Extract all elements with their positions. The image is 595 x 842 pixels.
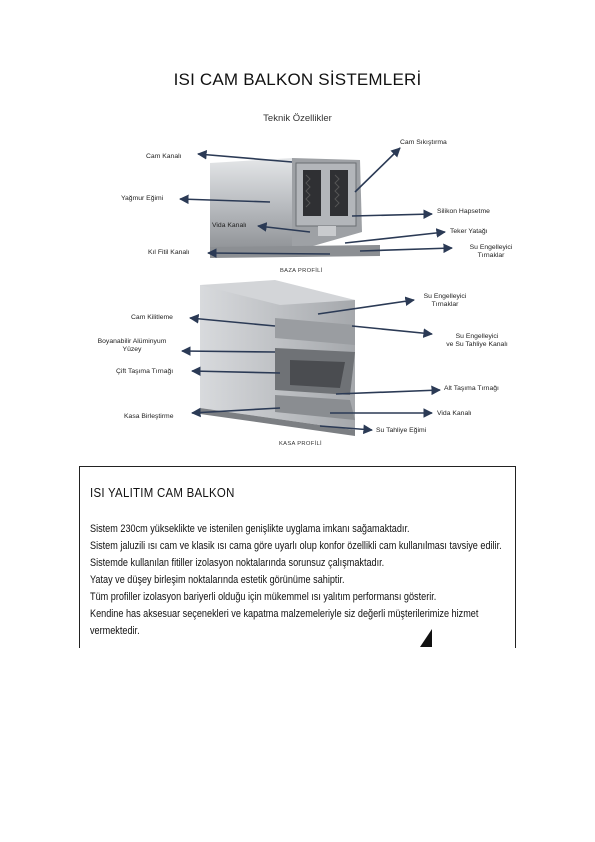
- label-su-engelleyici-kasa: Su Engelleyici Tırnaklar: [423, 293, 467, 308]
- page-title: ISI CAM BALKON SİSTEMLERİ: [173, 70, 422, 89]
- label-su-engelleyici-baza: Su Engelleyici Tırnaklar: [469, 244, 513, 259]
- label-cam-sikistirma: Cam Sıkıştırma: [400, 139, 447, 146]
- label-cam-kilitleme: Cam Kilitleme: [131, 314, 173, 321]
- kasa-profile-label: KASA PROFİLİ: [279, 441, 322, 447]
- label-boyanabilir-aluminyum-yuzey: Boyanabilir Alüminyum Yüzey: [97, 338, 167, 353]
- label-vida-kanali: Vida Kanalı: [212, 222, 247, 229]
- info-line: vermektedir.: [90, 625, 140, 637]
- label-silikon-hapsetme: Silikon Hapsetme: [437, 208, 490, 215]
- info-line: Sistem jaluzili ısı cam ve klasik ısı cama göre uyarlı olup konfor özellikli cam kullanılması tavsiye edilir.: [90, 540, 502, 552]
- label-alt-tasima-tirnagi: Alt Taşıma Tırnağı: [444, 385, 499, 392]
- info-line: Tüm profiller izolasyon bariyerli olduğu için mükemmel ısı yalıtım performansı gösterir.: [90, 591, 437, 603]
- info-box-title: ISI YALITIM CAM BALKON: [90, 485, 235, 500]
- label-cam-kanali: Cam Kanalı: [146, 153, 182, 160]
- label-vida-kanali-kasa: Vida Kanalı: [437, 410, 472, 417]
- label-cift-tasima-tirnagi: Çift Taşıma Tırnağı: [116, 368, 174, 375]
- label-kasa-birlestirme: Kasa Birleştirme: [124, 413, 174, 420]
- baza-profile-label: BAZA PROFİLİ: [280, 268, 323, 274]
- info-line: Kendine has aksesuar seçenekleri ve kapatma malzemeleriyle siz değerli müşterilerimize hizmet: [90, 608, 479, 620]
- baza-profile-image: [210, 158, 380, 258]
- label-su-engelleyici-tahliye: Su Engelleyici ve Su Tahliye Kanalı: [446, 333, 508, 348]
- info-line: Sistem 230cm yükseklikte ve istenilen genişlikte uyglama imkanı sağamaktadır.: [90, 523, 410, 535]
- technical-specs-title: Teknik Özellikler: [263, 113, 332, 124]
- label-yagmur-egimi: Yağmur Eğimi: [121, 195, 164, 202]
- label-su-tahliye-egimi: Su Tahliye Eğimi: [376, 427, 427, 434]
- info-line: Sistemde kullanılan fitiller izolasyon noktalarında sorunsuz çalışmaktadır.: [90, 557, 385, 569]
- info-line: Yatay ve düşey birleşim noktalarında estetik görünüme sahiptir.: [90, 574, 345, 586]
- label-teker-yatagi: Teker Yatağı: [450, 228, 488, 235]
- insulation-info-box: [79, 466, 516, 648]
- corner-triangle-icon: [418, 627, 434, 647]
- label-kil-fitil-kanali: Kıl Fitil Kanalı: [148, 249, 190, 256]
